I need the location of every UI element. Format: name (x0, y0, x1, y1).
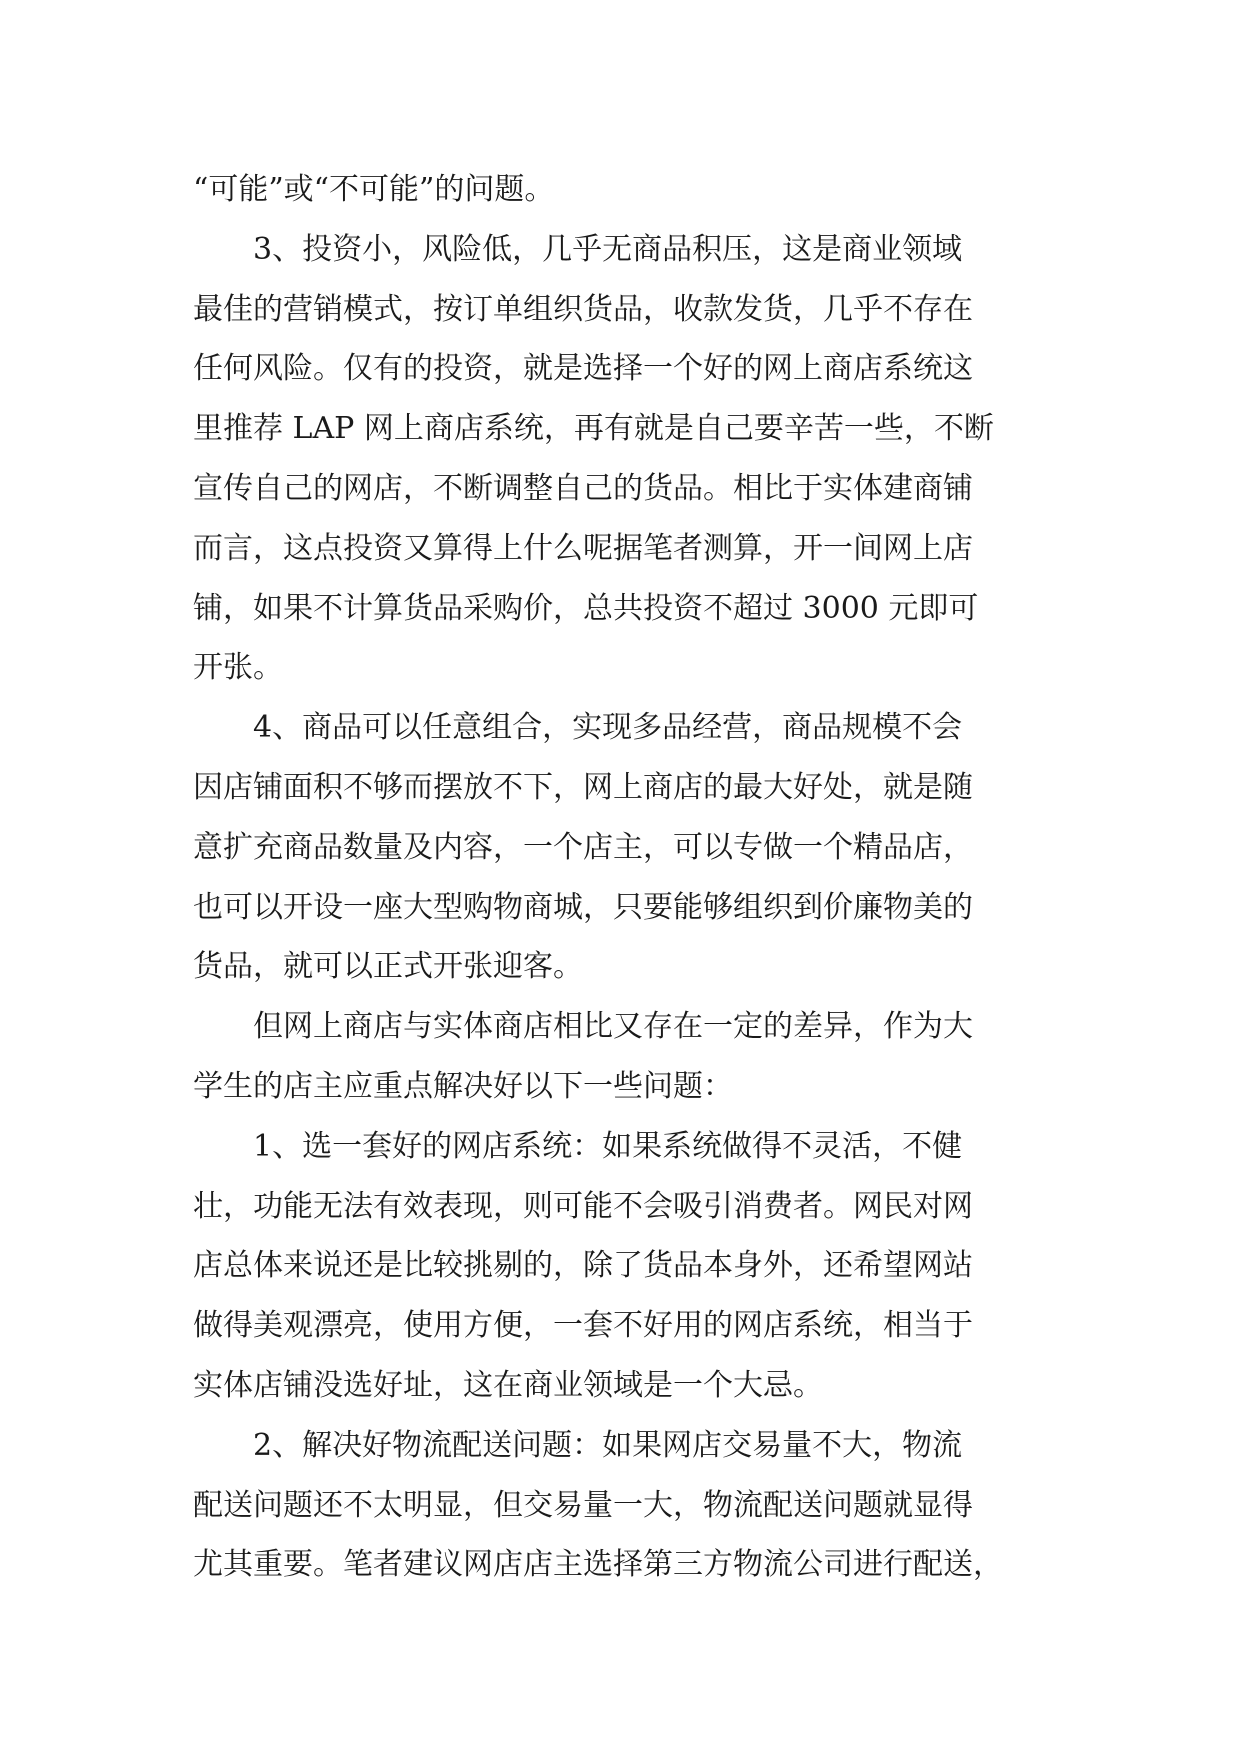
text-line: 也可以开设一座大型购物商城，只要能够组织到价廉物美的 (193, 889, 973, 925)
text-line: 意扩充商品数量及内容，一个店主，可以专做一个精品店， (193, 829, 973, 865)
text-line: 店总体来说还是比较挑剔的，除了货品本身外，还希望网站 (193, 1248, 973, 1284)
text-line: 2、解决好物流配送问题：如果网店交易量不大，物流 (253, 1427, 963, 1463)
text-line: 货品，就可以正式开张迎客。 (193, 949, 583, 985)
text-line: 最佳的营销模式，按订单组织货品，收款发货，几乎不存在 (193, 291, 973, 327)
text-line: 3、投资小，风险低，几乎无商品积压，这是商业领域 (253, 231, 963, 267)
text-line: 任何风险。仅有的投资，就是选择一个好的网上商店系统这 (193, 351, 973, 387)
text-line: 因店铺面积不够而摆放不下，网上商店的最大好处，就是随 (193, 769, 973, 805)
text-line: 而言，这点投资又算得上什么呢据笔者测算，开一间网上店 (193, 530, 973, 566)
text-line: “可能”或“不可能”的问题。 (193, 172, 555, 207)
text-line: 1、选一套好的网店系统：如果系统做得不灵活，不健 (253, 1128, 963, 1164)
text-line: 实体店铺没选好址，这在商业领域是一个大忌。 (193, 1367, 823, 1403)
text-line: 做得美观漂亮，使用方便，一套不好用的网店系统，相当于 (193, 1308, 973, 1344)
text-line: 壮，功能无法有效表现，则可能不会吸引消费者。网民对网 (193, 1188, 973, 1224)
text-line: 开张。 (193, 650, 283, 686)
text-line: 学生的店主应重点解决好以下一些问题： (193, 1068, 733, 1104)
text-line: 4、商品可以任意组合，实现多品经营，商品规模不会 (253, 710, 963, 746)
text-line: 里推荐 LAP 网上商店系统，再有就是自己要辛苦一些，不断 (193, 411, 994, 447)
text-line: 尤其重要。笔者建议网店店主选择第三方物流公司进行配送， (193, 1547, 1003, 1583)
document-body (193, 160, 1057, 1595)
text-line: 宣传自己的网店，不断调整自己的货品。相比于实体建商铺 (193, 470, 973, 506)
text-line: 但网上商店与实体商店相比又存在一定的差异，作为大 (253, 1009, 973, 1045)
text-line: 铺，如果不计算货品采购价，总共投资不超过 3000 元即可 (193, 590, 979, 626)
text-line: 配送问题还不太明显，但交易量一大，物流配送问题就显得 (193, 1487, 973, 1523)
